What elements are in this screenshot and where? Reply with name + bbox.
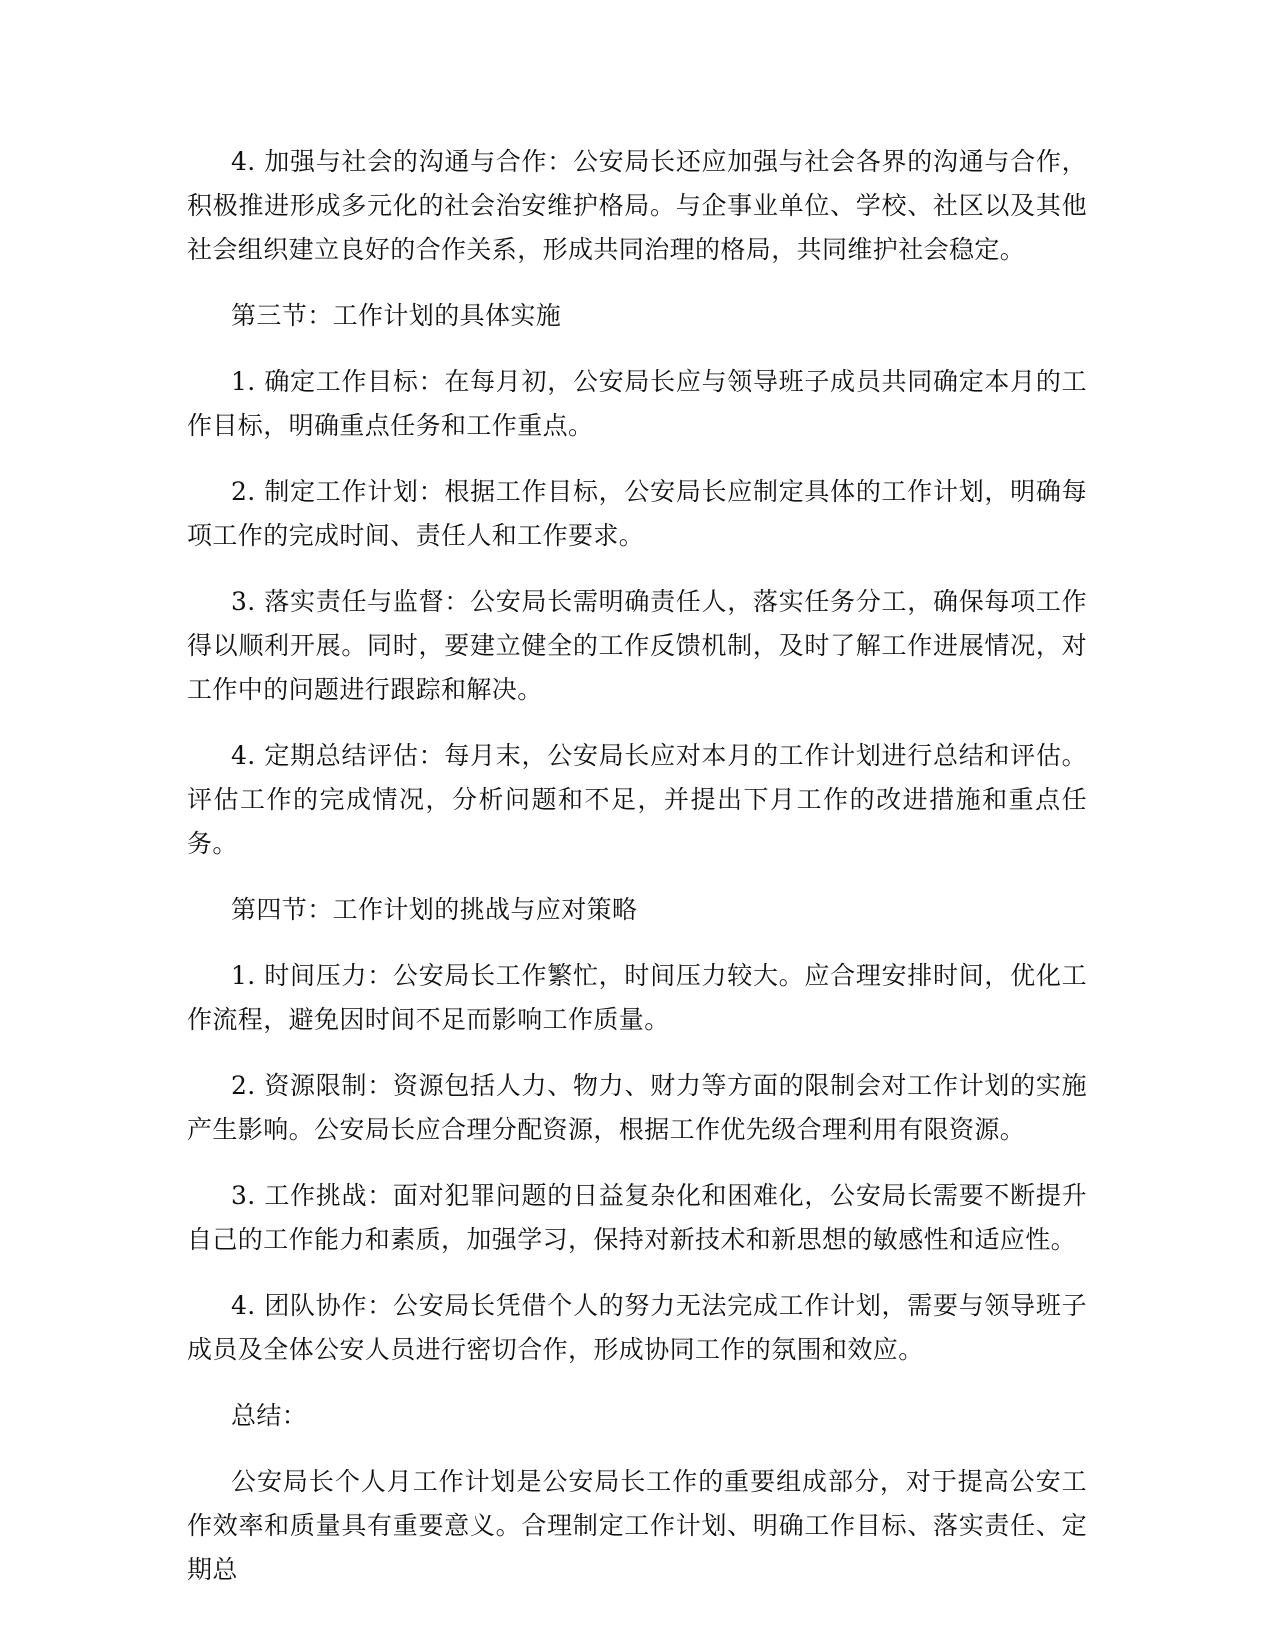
paragraph-set-goals: 1. 确定工作目标：在每月初，公安局长应与领导班子成员共同确定本月的工作目标，明确重点任务和工作重点。 [187,367,1087,440]
paragraph-time-pressure: 1. 时间压力：公安局长工作繁忙，时间压力较大。应合理安排时间，优化工作流程，避免因时间不足而影响工作质量。 [187,961,1087,1034]
section-heading-3: 第三节：工作计划的具体实施 [231,301,562,330]
paragraph-work-challenges: 3. 工作挑战：面对犯罪问题的日益复杂化和困难化，公安局长需要不断提升自己的工作能力和素质，加强学习，保持对新技术和新思想的敏感性和适应性。 [187,1181,1087,1254]
paragraph-social-cooperation: 4. 加强与社会的沟通与合作：公安局长还应加强与社会各界的沟通与合作，积极推进形成多元化的社会治安维护格局。与企事业单位、学校、社区以及其他社会组织建立良好的合作关系，形成共同治理的格局，共同维护社会稳定。 [187,147,1087,264]
paragraph-resource-limits: 2. 资源限制：资源包括人力、物力、财力等方面的限制会对工作计划的实施产生影响。公安局长应合理分配资源，根据工作优先级合理利用有限资源。 [187,1071,1087,1144]
section-heading-4: 第四节：工作计划的挑战与应对策略 [231,895,638,924]
document-page [187,140,1087,1614]
paragraph-responsibility: 3. 落实责任与监督：公安局长需明确责任人，落实任务分工，确保每项工作得以顺利开展。同时，要建立健全的工作反馈机制，及时了解工作进展情况，对工作中的问题进行跟踪和解决。 [187,587,1087,704]
paragraph-summary: 公安局长个人月工作计划是公安局长工作的重要组成部分，对于提高公安工作效率和质量具有重要意义。合理制定工作计划、明确工作目标、落实责任、定期总 [187,1467,1087,1584]
paragraph-make-plan: 2. 制定工作计划：根据工作目标，公安局长应制定具体的工作计划，明确每项工作的完成时间、责任人和工作要求。 [187,477,1087,550]
paragraph-teamwork: 4. 团队协作：公安局长凭借个人的努力无法完成工作计划，需要与领导班子成员及全体公安人员进行密切合作，形成协同工作的氛围和效应。 [187,1291,1087,1364]
summary-heading: 总结： [231,1401,308,1430]
paragraph-evaluation: 4. 定期总结评估：每月末，公安局长应对本月的工作计划进行总结和评估。评估工作的完成情况，分析问题和不足，并提出下月工作的改进措施和重点任务。 [187,741,1087,858]
